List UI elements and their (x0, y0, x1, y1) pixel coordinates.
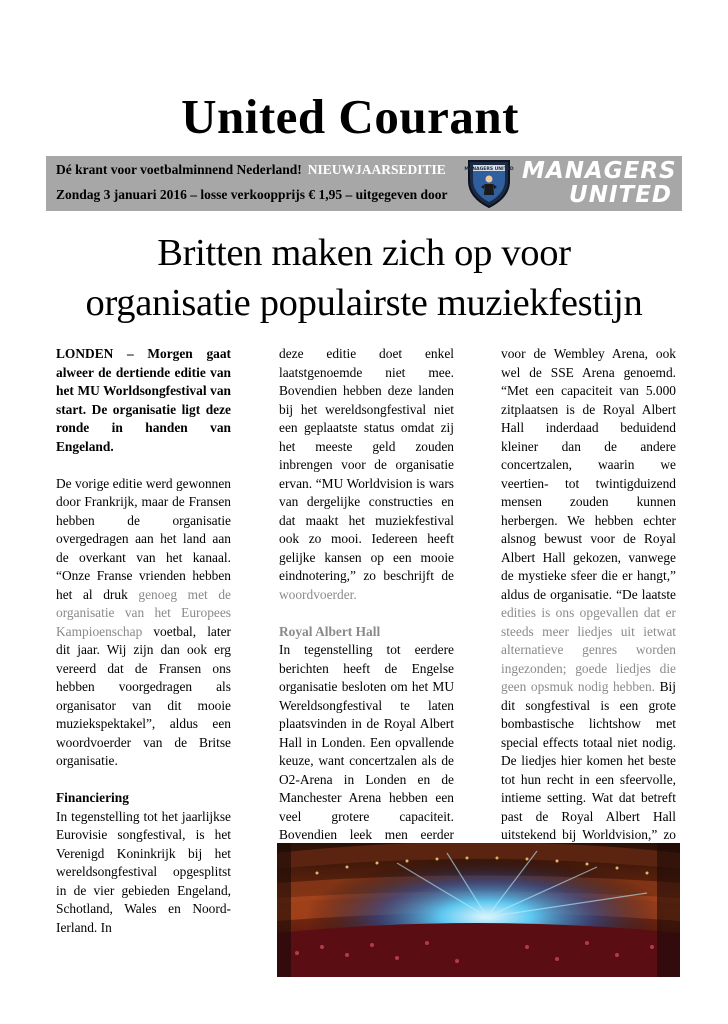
subheading-royal-albert-hall: Royal Albert Hall (279, 623, 381, 639)
logo-line1: MANAGERS (522, 158, 677, 184)
paragraph-text: Bij dit songfestival is een grote bombastische lichtshow met special effects totaal niet nodig. De liedjes hier komen het beste tot hun recht in een sfeervolle, intieme setting. Wat dat betreft past de Royal Albert Hall uitstekend bij Worldvision,” zo (501, 679, 676, 842)
shield-icon (463, 157, 515, 209)
paragraph (501, 345, 676, 882)
paragraph (279, 345, 454, 604)
logo-shield-text: MANAGERS UNITED (464, 167, 514, 172)
paragraph (56, 475, 231, 771)
faded-text: genoeg met de organisatie van het Europees Kampioenschap (56, 586, 231, 639)
newspaper-masthead: United Courant (181, 89, 519, 144)
paragraph-text: In tegenstelling tot het jaarlijkse Eurovisie songfestival, is het Verenigd Koninkrijk bij het wereldsongfestival opgesplitst in de vier gebieden Engeland, Schotland, Wales en Noord-Ierland. In (56, 808, 231, 935)
headline-line-2: organisatie populairste muziekfestijn (85, 282, 643, 324)
article-lead: LONDEN – Morgen gaat alweer de dertiende editie van het MU Worldsongfestival van start. De organisatie ligt deze ronde in handen van Engeland. (56, 346, 231, 454)
paragraph-text: De vorige editie werd gewonnen door Frankrijk, maar de Fransen hebben de organisatie overgedragen aan het land aan de overkant van het kanaal. “Onze Franse vrienden hebben het al druk (56, 475, 231, 602)
banner-tagline-line (56, 162, 446, 178)
masthead-banner (46, 156, 682, 211)
subheading-financiering: Financiering (56, 790, 129, 805)
paragraph-text: In tegenstelling tot eerdere berichten heeft de Engelse organisatie besloten om het MU Wereldsongfestival te laten plaatsvinden in de Royal Albert Hall in Londen. Een opvallende keuze, want concertzalen als de O2-Arena in Londen en de Manchester Arena hebben een veel grotere capaciteit. Bovendien leek men eerder (279, 642, 454, 842)
article-column-3 (501, 345, 676, 882)
article-column-2 (279, 345, 454, 863)
concert-hall-photo (277, 843, 680, 977)
faded-text: edities is ons opgevallen dat er steeds meer liedjes uit ietwat alternatieve genres worden ingezonden; goede liedjes die geen opsmuk nodig hebben. (501, 605, 676, 694)
article-headline (0, 228, 728, 328)
paragraph-text: deze editie doet enkel laatstgenoemde niet mee. Bovendien hebben deze landen bij het wereldsongfestival niet een geplaatste status omdat zij het meeste geld zouden inbrengen voor de organisatie ervan. “MU Worldvision is wars van dergelijke constructies en dat maakt het muziekfestival ook zo mooi. Iedereen heeft gelijke kansen op een mooie eindnotering,” zo beschrijft de (279, 346, 454, 583)
paragraph-text: voor de Wembley Arena, ook wel de SSE Arena genoemd. “Met een capaciteit van 5.000 zitplaatsen is de Royal Albert Hall inderdaad beduidend kleiner dan de andere concertzalen, waarin we veertien- tot twintigduizend mensen zouden kunnen herbergen. We hebben echter alsnog bewust voor de Royal Albert Hall gekozen, vanwege de mystieke sfeer die er hangt,” aldus de organisatie. “De laatste (501, 346, 676, 602)
edition-label: NIEUWJAARSEDITIE (307, 162, 446, 177)
article-column-1 (56, 345, 231, 937)
logo-line2: UNITED (569, 182, 672, 208)
managers-united-logo (522, 158, 677, 208)
faded-text: woordvoerder. (279, 586, 357, 602)
headline-line-1: Britten maken zich op voor (157, 232, 571, 274)
paragraph-text: voetbal, later dit jaar. Wij zijn dan ook erg vereerd dat de Fransen ons hebben voorgedragen als organisator van dit mooie muziekspektakel”, aldus een woordvoerder van de Britse organisatie. (56, 623, 231, 768)
tagline: Dé krant voor voetbalminnend Nederland! (56, 162, 302, 177)
dateline: Zondag 3 januari 2016 – losse verkoopprijs € 1,95 – uitgegeven door (56, 187, 448, 202)
